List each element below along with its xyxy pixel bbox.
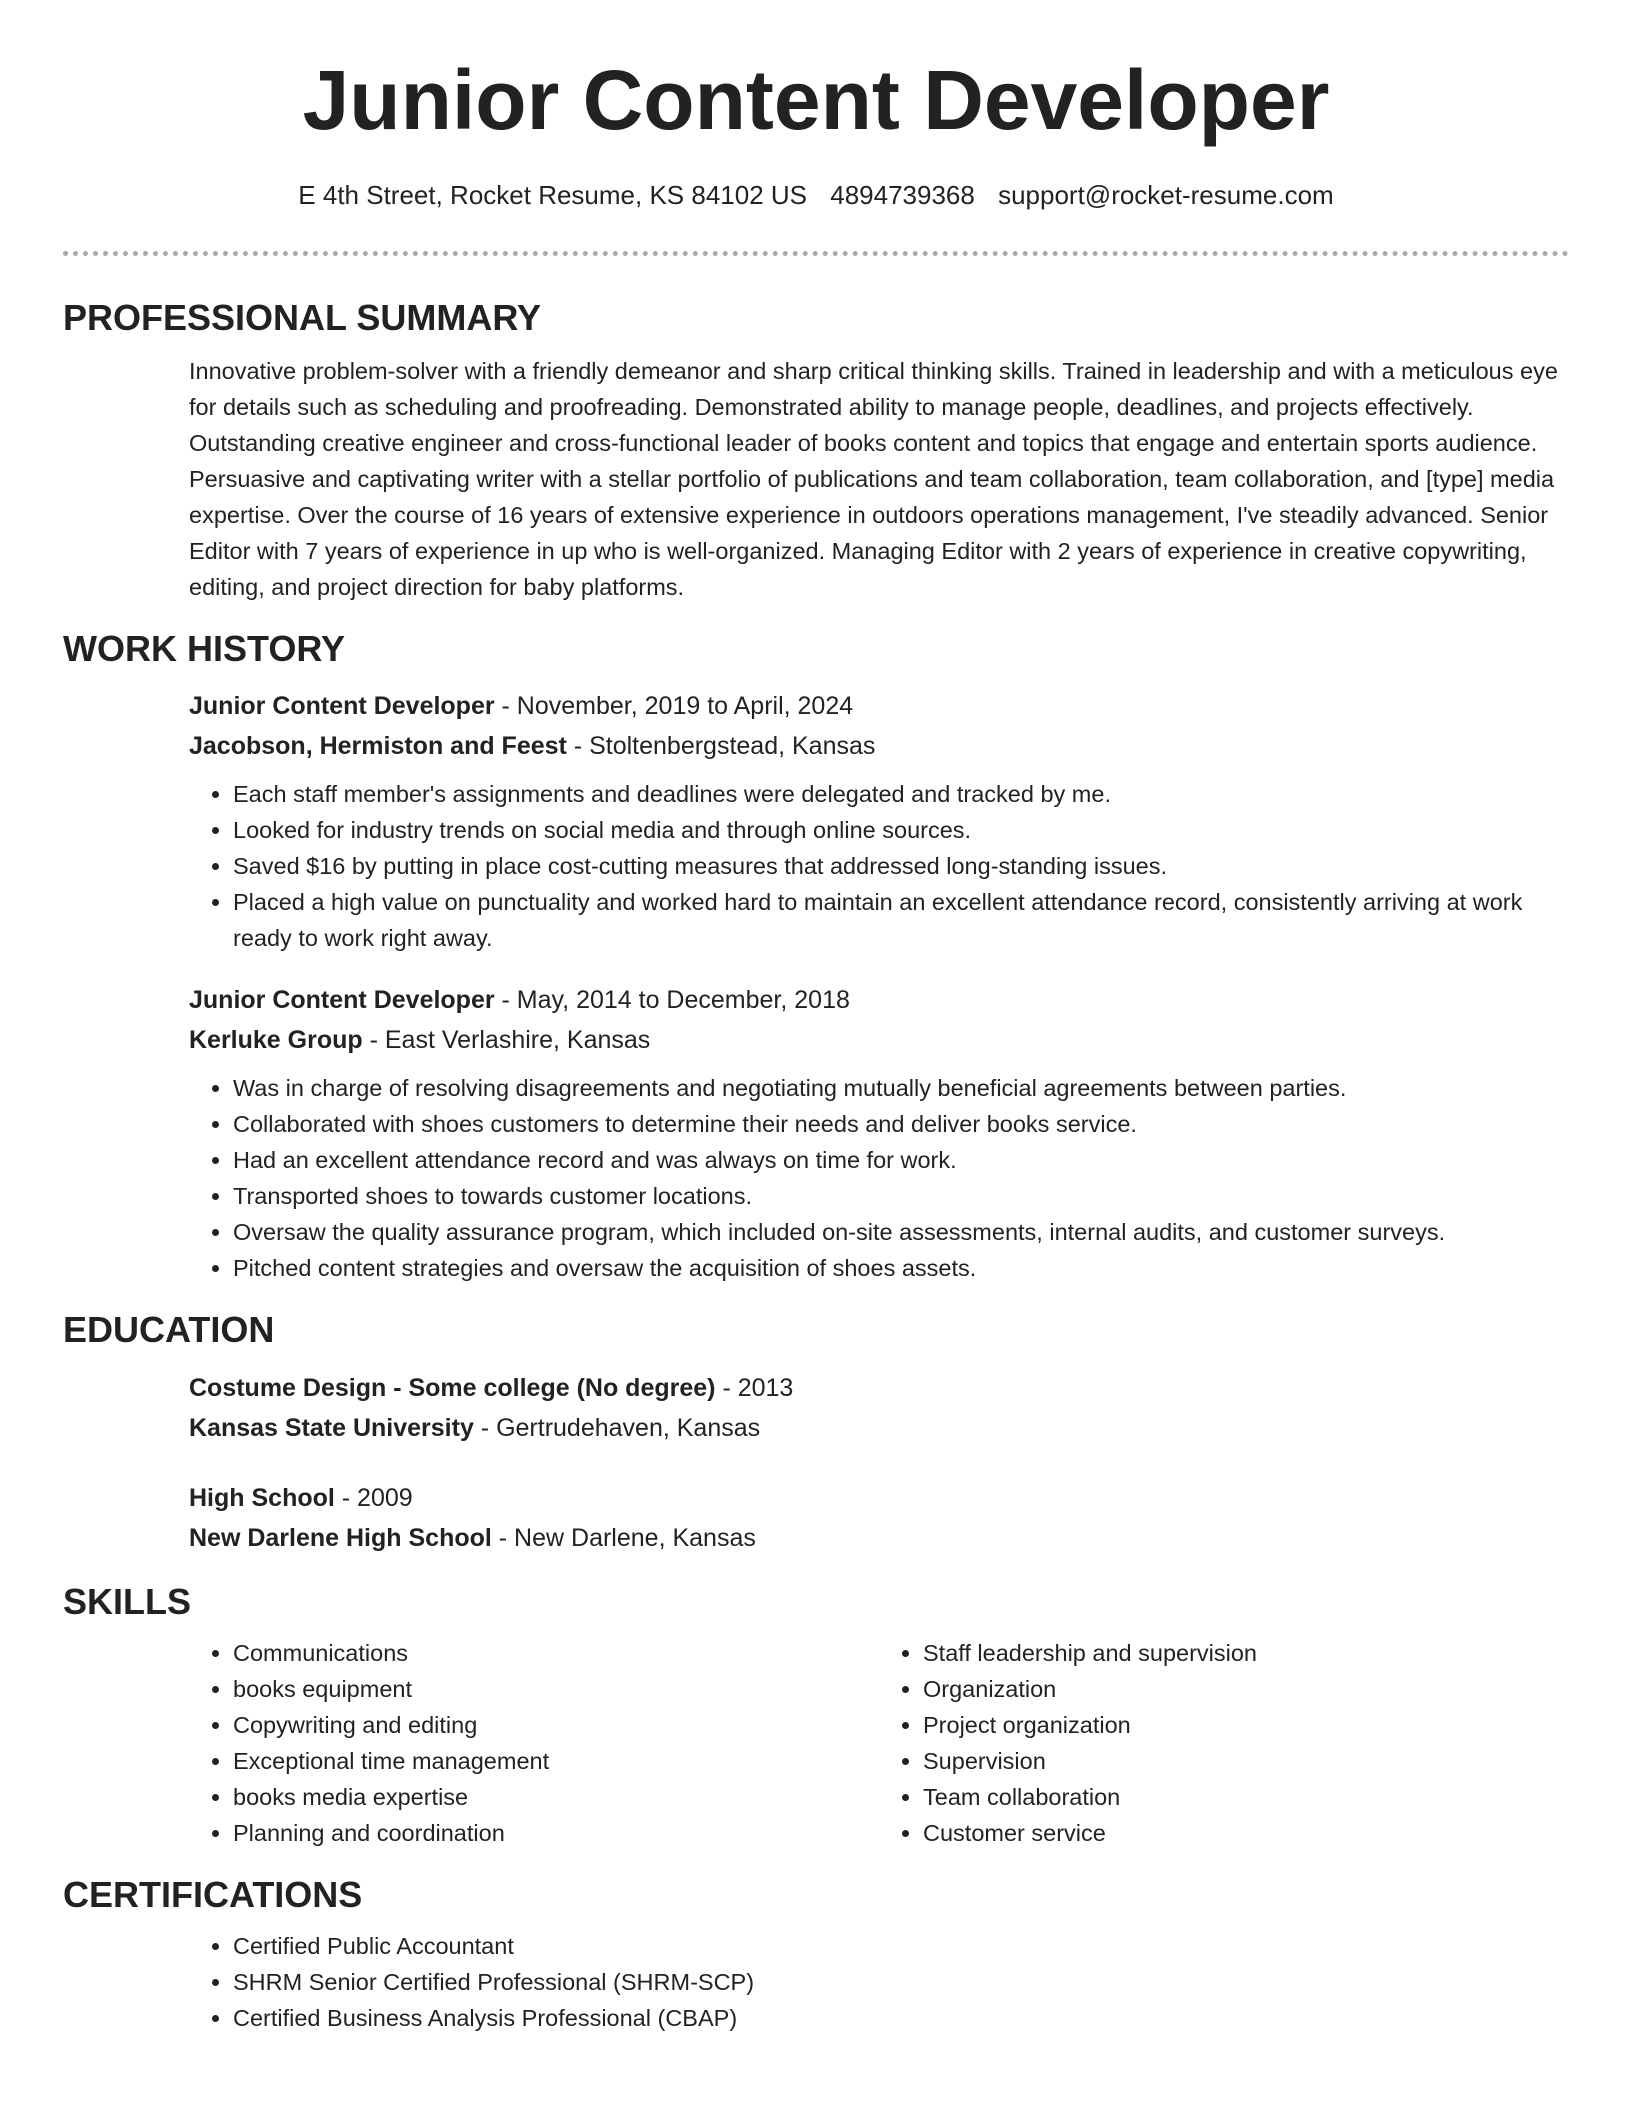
job-company: Jacobson, Hermiston and Feest: [189, 732, 567, 761]
education-body: [189, 1368, 1569, 1558]
degree-line: [189, 1478, 1569, 1518]
job-bullet: • Transported shoes to towards customer locations.: [233, 1178, 1569, 1214]
certification-item: • Certified Public Accountant: [233, 1928, 1569, 1964]
job-title-line: [189, 686, 1569, 726]
contact-line: [0, 180, 1632, 211]
summary-text: Innovative problem-solver with a friendly demeanor and sharp critical thinking skills. Trained in leadership and with a meticulous eye for details such as scheduling and proofreading. Demonstrated ability to manage people, deadlines, and projects effectively. Outstanding creative engineer and cross-functional leader of books content and topics that engage and entertain sports audience. Persuasive and captivating writer with a stellar portfolio of publications and team collaboration, team collaboration, and [type] media expertise. Over the course of 16 years of extensive experience in outdoors operations management, I've steadily advanced. Senior Editor with 7 years of experience in up who is well-organized. Managing Editor with 2 years of experience in creative copywriting, editing, and project direction for baby platforms.: [189, 358, 1558, 601]
skills-heading: SKILLS: [63, 1580, 192, 1622]
skill-item: • Communications: [233, 1635, 879, 1671]
skill-item: • Team collaboration: [923, 1779, 1569, 1815]
contact-address: E 4th Street, Rocket Resume, KS 84102 US: [298, 180, 807, 210]
skills-list-left: [189, 1635, 879, 1851]
contact-email: support@rocket-resume.com: [998, 180, 1334, 210]
skill-item: • Staff leadership and supervision: [923, 1635, 1569, 1671]
job-title-line: [189, 980, 1569, 1020]
school-location: - Gertrudehaven, Kansas: [473, 1413, 761, 1442]
job-bullets: [189, 1070, 1569, 1286]
school-name: Kansas State University: [189, 1413, 474, 1442]
skill-item: • Project organization: [923, 1707, 1569, 1743]
resume-name: Junior Content Developer: [302, 53, 1330, 147]
job-company-line: [189, 1020, 1569, 1060]
skills-section: [63, 1580, 1569, 1851]
contact-phone: 4894739368: [830, 180, 975, 210]
summary-heading: PROFESSIONAL SUMMARY: [63, 297, 542, 338]
job-location: - Stoltenbergstead, Kansas: [566, 732, 876, 761]
job-bullet: • Collaborated with shoes customers to determine their needs and deliver books service.: [233, 1106, 1569, 1142]
school-line: [189, 1408, 1569, 1448]
header-divider: [63, 251, 1569, 256]
certifications-heading: CERTIFICATIONS: [63, 1873, 363, 1915]
degree-name: High School: [189, 1483, 335, 1512]
skills-body: [189, 1635, 1569, 1851]
certifications-section: [63, 1873, 1569, 2036]
certifications-body: [189, 1928, 1569, 2036]
job-location: - East Verlashire, Kansas: [362, 1026, 651, 1055]
work-entry: [189, 686, 1569, 956]
school-name: New Darlene High School: [189, 1523, 492, 1552]
job-bullet: • Pitched content strategies and oversaw the acquisition of shoes assets.: [233, 1250, 1569, 1286]
skills-grid: [189, 1635, 1569, 1851]
education-entry: [189, 1368, 1569, 1448]
certifications-list: [189, 1928, 1569, 2036]
work-heading: WORK HISTORY: [63, 628, 346, 670]
summary-body: [189, 353, 1569, 605]
certification-item: • Certified Business Analysis Professional (CBAP): [233, 2000, 1569, 2036]
job-dates: - November, 2019 to April, 2024: [494, 692, 854, 721]
education-entry: [189, 1478, 1569, 1558]
job-bullet: • Oversaw the quality assurance program, which included on-site assessments, internal audits, and customer surveys.: [233, 1214, 1569, 1250]
education-heading: EDUCATION: [63, 1309, 275, 1351]
summary-section: [63, 296, 1569, 605]
certification-item: • SHRM Senior Certified Professional (SHRM-SCP): [233, 1964, 1569, 2000]
school-line: [189, 1518, 1569, 1558]
job-bullet: • Saved $16 by putting in place cost-cutting measures that addressed long-standing issues.: [233, 848, 1569, 884]
resume-content: [63, 296, 1569, 2036]
degree-year: - 2009: [334, 1483, 413, 1512]
skill-item: • Supervision: [923, 1743, 1569, 1779]
work-section: [63, 627, 1569, 1286]
job-dates: - May, 2014 to December, 2018: [494, 986, 850, 1015]
job-bullet: • Placed a high value on punctuality and worked hard to maintain an excellent attendance record, consistently arriving at work ready to work right away.: [233, 884, 1569, 956]
job-company: Kerluke Group: [189, 1026, 363, 1055]
work-entry: [189, 980, 1569, 1286]
skill-item: • Copywriting and editing: [233, 1707, 879, 1743]
degree-year: - 2013: [715, 1373, 794, 1402]
job-bullet: • Looked for industry trends on social media and through online sources.: [233, 812, 1569, 848]
skill-item: • books media expertise: [233, 1779, 879, 1815]
school-location: - New Darlene, Kansas: [491, 1523, 756, 1552]
degree-line: [189, 1368, 1569, 1408]
skill-item: • Exceptional time management: [233, 1743, 879, 1779]
job-role: Junior Content Developer: [189, 692, 495, 721]
job-company-line: [189, 726, 1569, 766]
job-role: Junior Content Developer: [189, 986, 495, 1015]
skill-item: • Organization: [923, 1671, 1569, 1707]
job-bullet: • Was in charge of resolving disagreements and negotiating mutually beneficial agreements between parties.: [233, 1070, 1569, 1106]
skill-item: • Customer service: [923, 1815, 1569, 1851]
work-body: [189, 686, 1569, 1286]
skill-item: • Planning and coordination: [233, 1815, 879, 1851]
job-bullets: [189, 776, 1569, 956]
degree-name: Costume Design - Some college (No degree): [189, 1373, 716, 1402]
job-bullet: • Had an excellent attendance record and was always on time for work.: [233, 1142, 1569, 1178]
skills-list-right: [879, 1635, 1569, 1851]
education-section: [63, 1308, 1569, 1557]
skill-item: • books equipment: [233, 1671, 879, 1707]
job-bullet: • Each staff member's assignments and deadlines were delegated and tracked by me.: [233, 776, 1569, 812]
